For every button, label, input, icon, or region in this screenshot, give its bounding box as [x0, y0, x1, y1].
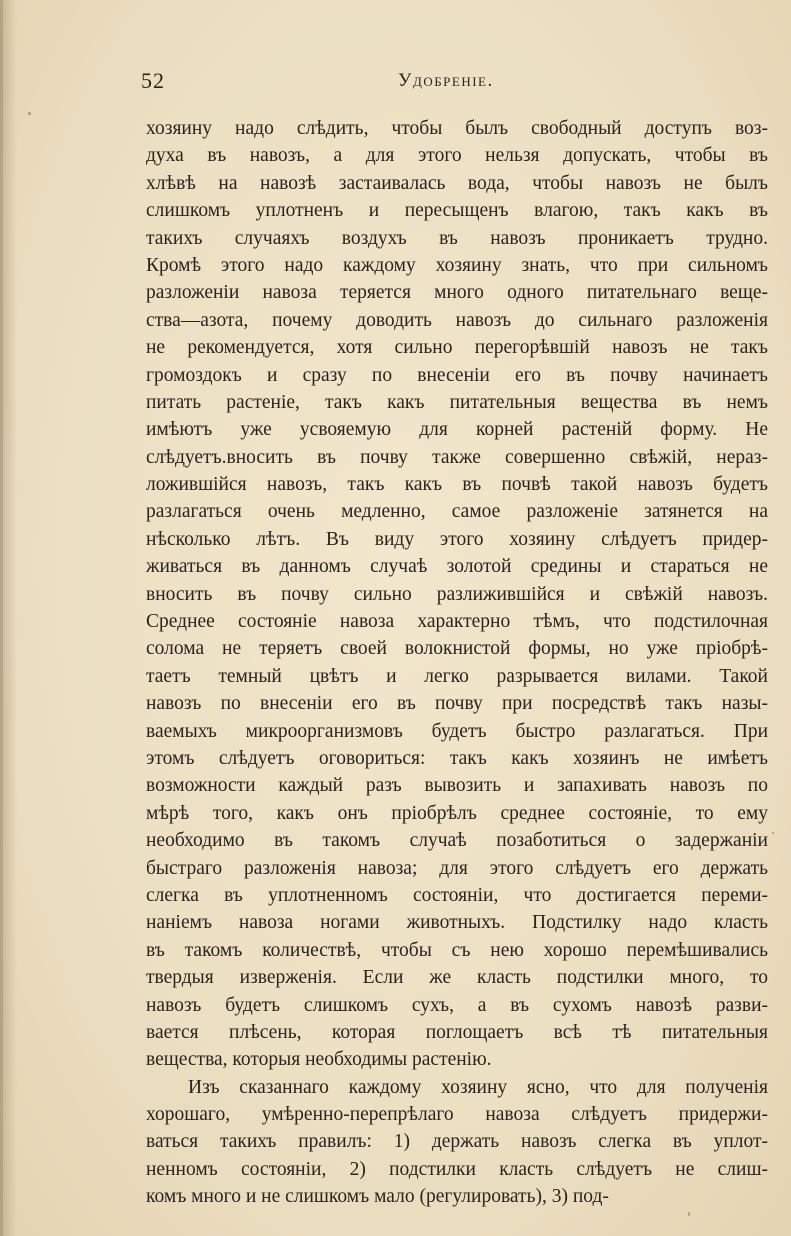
- paper-speck: [688, 1212, 690, 1216]
- text-line: возможности каждый разъ вывозить и запахивать навозъ по: [146, 775, 768, 797]
- body-text: [146, 115, 768, 1211]
- text-line: Изъ сказаннаго каждому хозяину ясно, что для полученія: [188, 1076, 768, 1098]
- text-line: навозъ по внесеніи его въ почву при посредствѣ такъ назы-: [146, 693, 768, 715]
- paragraph: [146, 115, 768, 1074]
- running-title: Удобреніе.: [398, 70, 494, 91]
- paper-speck: [772, 832, 774, 834]
- text-line: живаться въ данномъ случаѣ золотой средины и стараться не: [146, 556, 768, 578]
- text-line: этомъ слѣдуетъ оговориться: такъ какъ хозяинъ не имѣетъ: [146, 747, 768, 769]
- text-line: комъ много и не слишкомъ мало (регулировать), 3) под-: [146, 1186, 609, 1208]
- text-line: солома не теряетъ своей волокнистой формы, но уже пріобрѣ-: [146, 638, 768, 660]
- text-line: не рекомендуется, хотя сильно перегорѣвшій навозъ не такъ: [146, 337, 768, 359]
- text-line: наніемъ навоза ногами животныхъ. Подстилку надо класть: [146, 912, 768, 934]
- text-line: Кромѣ этого надо каждому хозяину знать, что при сильномъ: [146, 254, 768, 276]
- text-line: въ такомъ количествѣ, чтобы съ нею хорошо перемѣшивались: [146, 939, 768, 961]
- text-line: хорошаго, умѣренно-перепрѣлаго навоза слѣдуетъ придержи-: [146, 1104, 768, 1126]
- text-line: быстраго разложенія навоза; для этого слѣдуетъ его держать: [146, 857, 768, 879]
- text-line: навозъ будетъ слишкомъ сухъ, а въ сухомъ навозѣ разви-: [146, 994, 768, 1016]
- text-line: хозяину надо слѣдить, чтобы былъ свободный доступъ воз-: [146, 118, 768, 139]
- text-line: ства—азота, почему доводить навозъ до сильнаго разложенія: [146, 309, 768, 331]
- text-line: Среднее состояніе навоза характерно тѣмъ, что подстилочная: [146, 611, 768, 633]
- text-line: ложившійся навозъ, такъ какъ въ почвѣ такой навозъ будетъ: [146, 474, 768, 496]
- text-line: вещества, которыя необходимы растенію.: [146, 1049, 492, 1071]
- binding-shadow: [3, 0, 17, 1236]
- text-line: разложеніи навоза теряется много одного питательнаго веще-: [146, 282, 768, 304]
- text-line: имѣютъ уже усвояемую для корней растеній форму. Не: [146, 419, 768, 441]
- page-number: 52: [141, 68, 165, 93]
- text-line: питать растеніе, такъ какъ питательныя вещества въ немъ: [146, 391, 768, 413]
- text-line: слегка въ уплотненномъ состояніи, что достигается переми-: [146, 884, 768, 906]
- text-line: такихъ случаяхъ воздухъ въ навозъ проникаетъ трудно.: [146, 227, 768, 249]
- text-line: ваемыхъ микроорганизмовъ будетъ быстро разлагаться. При: [146, 720, 768, 742]
- text-line: мѣрѣ того, какъ онъ пріобрѣлъ среднее состояніе, то ему: [146, 802, 768, 824]
- text-line: твердыя изверженія. Если же класть подстилки много, то: [146, 967, 768, 989]
- text-line: слишкомъ уплотненъ и пересыщенъ влагою, такъ какъ въ: [146, 200, 768, 222]
- text-line: хлѣвѣ на навозѣ застаивалась вода, чтобы навозъ не былъ: [146, 172, 768, 194]
- text-line: таетъ темный цвѣтъ и легко разрывается вилами. Такой: [146, 665, 768, 687]
- text-line: разлагаться очень медленно, самое разложеніе затянется на: [146, 501, 768, 523]
- text-line: вается плѣсень, которая поглощаетъ всѣ тѣ питательныя: [146, 1021, 768, 1043]
- paper-speck: [28, 112, 31, 115]
- text-line: вносить въ почву сильно разлижившійся и свѣжій навозъ.: [146, 583, 768, 605]
- text-line: громоздокъ и сразу по внесеніи его въ почву начинаетъ: [146, 364, 768, 386]
- text-line: слѣдуетъ.вносить въ почву также совершенно свѣжій, нераз-: [146, 446, 768, 468]
- text-line: духа въ навозъ, а для этого нельзя допускать, чтобы въ: [146, 145, 768, 167]
- text-line: ненномъ состояніи, 2) подстилки класть слѣдуетъ не слиш-: [146, 1158, 768, 1180]
- paragraph: [146, 1074, 768, 1211]
- text-line: необходимо въ такомъ случаѣ позаботиться о задержаніи: [146, 830, 768, 852]
- text-line: ваться такихъ правилъ: 1) держать навозъ слегка въ уплот-: [146, 1131, 768, 1153]
- text-line: нѣсколько лѣтъ. Въ виду этого хозяину слѣдуетъ придер-: [146, 528, 768, 550]
